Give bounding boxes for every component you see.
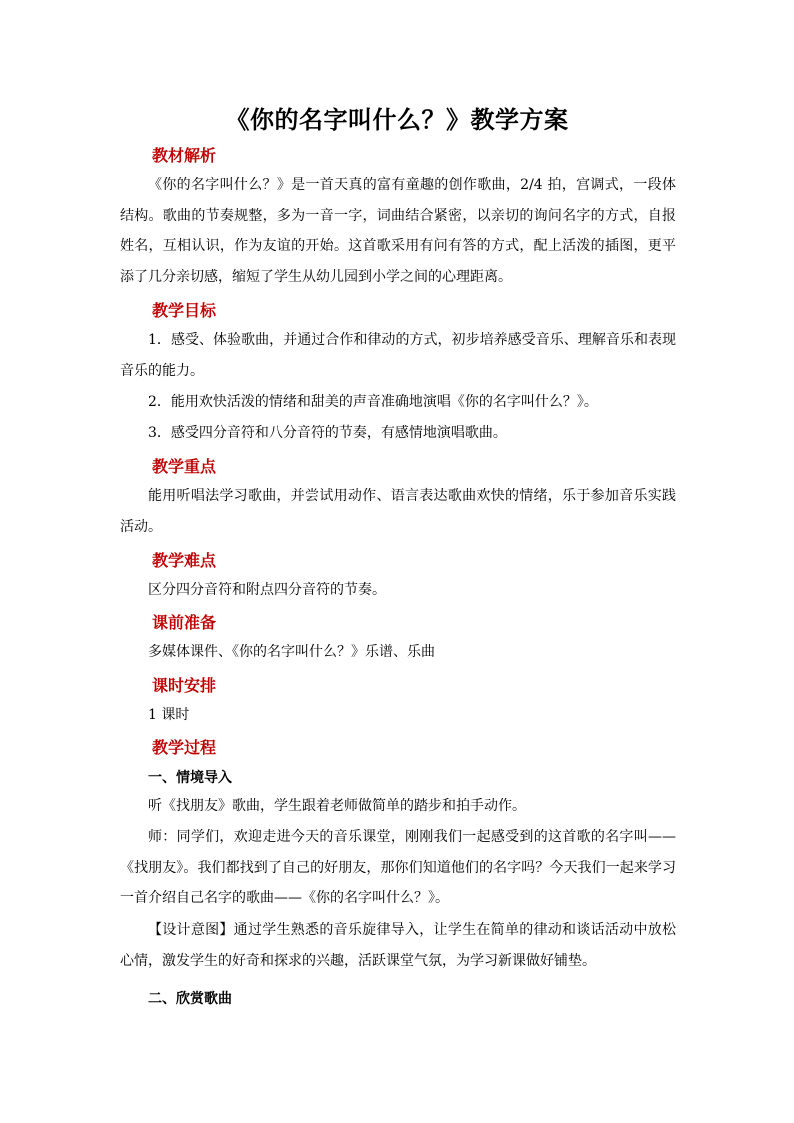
paragraph-schedule: 1 课时	[148, 707, 190, 723]
paragraph-goal-1: 1．感受、体验歌曲，并通过合作和律动的方式，初步培养感受音乐、理解音乐和表现音乐的能力。	[120, 332, 676, 379]
heading-difficulty: 教学难点	[152, 551, 217, 570]
heading-step-1: 一、情境导入	[148, 770, 232, 786]
paragraph-difficulty: 区分四分音符和附点四分音符的节奏。	[148, 582, 386, 598]
paragraph-step1-1: 听《找朋友》歌曲，学生跟着老师做简单的踏步和拍手动作。	[148, 798, 526, 814]
page-title: 《你的名字叫什么？》教学方案	[225, 105, 569, 134]
paragraph-goal-3: 3．感受四分音符和八分音符的节奏，有感情地演唱歌曲。	[148, 425, 507, 441]
heading-process: 教学过程	[152, 738, 217, 757]
paragraph-step1-2: 师：同学们，欢迎走进今天的音乐课堂，刚刚我们一起感受到的这首歌的名字叫——《找朋友》。我们都找到了自己的好朋友，那你们知道他们的名字吗？今天我们一起来学习一首介绍自己名字的歌曲——《你的名字叫什么？》。	[120, 829, 676, 907]
paragraph-analysis: 《你的名字叫什么？》是一首天真的富有童趣的创作歌曲，2/4 拍，宫调式，一段体结构。歌曲的节奏规整，多为一音一字，词曲结合紧密，以亲切的询问名字的方式，自报姓名，互相认识，作为友谊的开始。这首歌采用有问有答的方式，配上活泼的插图，更平添了几分亲切感，缩短了学生从幼儿园到小学之间的心理距离。	[120, 177, 676, 286]
heading-schedule: 课时安排	[152, 676, 217, 695]
paragraph-step1-3: 【设计意图】通过学生熟悉的音乐旋律导入，让学生在简单的律动和谈话活动中放松心情，激发学生的好奇和探求的兴趣，活跃课堂气氛，为学习新课做好铺垫。	[120, 922, 676, 969]
heading-focus: 教学重点	[152, 457, 217, 476]
heading-step-2: 二、欣赏歌曲	[148, 991, 232, 1007]
heading-analysis: 教材解析	[152, 146, 217, 165]
paragraph-goal-2: 2．能用欢快活泼的情绪和甜美的声音准确地演唱《你的名字叫什么？》。	[148, 394, 598, 410]
heading-prep: 课前准备	[152, 613, 217, 632]
heading-goals: 教学目标	[152, 301, 217, 320]
paragraph-focus: 能用听唱法学习歌曲，并尝试用动作、语言表达歌曲欢快的情绪，乐于参加音乐实践活动。	[120, 488, 676, 535]
paragraph-prep: 多媒体课件、《你的名字叫什么？》乐谱、乐曲	[148, 644, 435, 660]
